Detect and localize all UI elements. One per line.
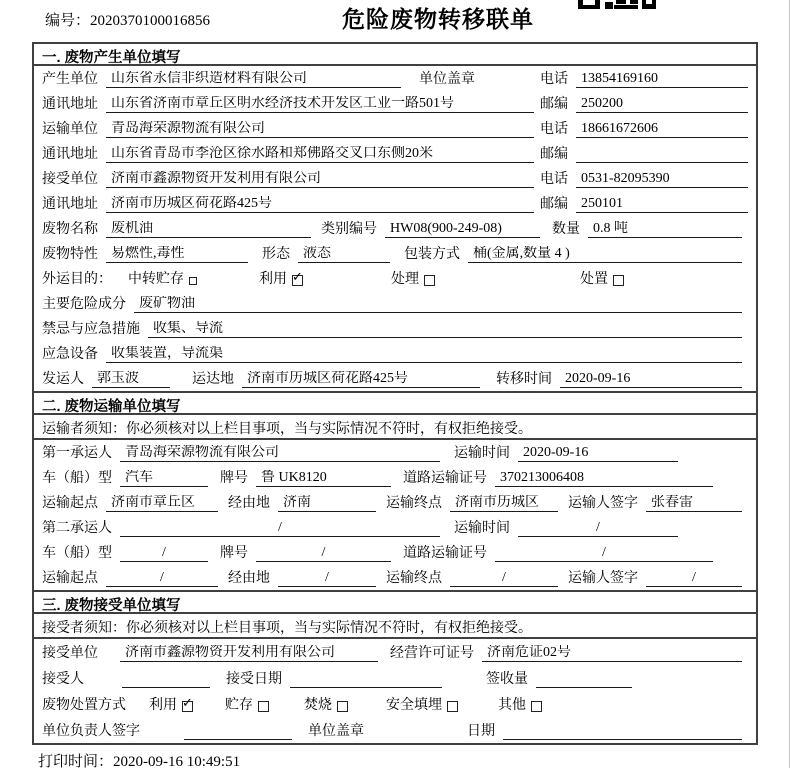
checkbox-icon [447, 701, 458, 712]
origin-label: 运输起点 [42, 495, 98, 511]
transfer-form-table [32, 42, 758, 745]
category-value: HW08(900-249-08) [385, 221, 540, 238]
address-label: 通讯地址 [42, 96, 98, 112]
phone-label: 电话 [540, 121, 568, 137]
waste-name-label: 废物名称 [42, 221, 98, 237]
carrier2-value: / [120, 520, 440, 537]
page-edge-line [789, 0, 790, 768]
transporter-sign-label: 运输人签字 [568, 495, 638, 511]
acceptor-row [34, 665, 756, 691]
serial-label: 编号： [45, 13, 91, 29]
disposal-option-incinerate [304, 698, 348, 714]
transporter-address-row [34, 141, 756, 166]
carrier1-end-value: 济南市历城区 [450, 495, 558, 512]
receiver-address-row [34, 191, 756, 216]
producer-address-value: 山东省济南市章丘区明水经济技术开发区工业一路501号 [106, 96, 534, 113]
receiver-zip-value: 250101 [576, 196, 748, 213]
destination-label: 运达地 [192, 371, 234, 387]
road-license-label: 道路运输证号 [403, 545, 487, 561]
disposal-option-store [225, 698, 269, 714]
accept-date-value [290, 687, 442, 688]
quantity-value: 0.8 吨 [588, 221, 742, 238]
disposal-option-label: 利用 [149, 697, 177, 713]
purpose-option-label: 处理 [391, 271, 419, 287]
disposal-option-other [498, 698, 542, 714]
acceptor-value [122, 687, 210, 688]
packaging-label: 包装方式 [404, 246, 460, 262]
checkbox-icon [189, 277, 197, 285]
carrier2-via-value: / [278, 570, 376, 587]
emergency-measures-row [34, 316, 756, 341]
phone-label: 电话 [540, 71, 568, 87]
purpose-option-dispose [580, 272, 624, 288]
producer-zip-value: 250200 [576, 96, 748, 113]
checkbox-icon [531, 701, 542, 712]
waste-property-label: 废物特性 [42, 246, 98, 262]
carrier2-vehicle-row [34, 540, 756, 565]
origin-label: 运输起点 [42, 570, 98, 586]
phone-label: 电话 [540, 171, 568, 187]
carrier2-vehicle-value: / [120, 545, 208, 562]
section2-header: 二. 废物运输单位填写 [34, 391, 756, 415]
disposal-option-label: 安全填埋 [386, 697, 442, 713]
road-license-label: 道路运输证号 [403, 470, 487, 486]
unit-seal-label: 单位盖章 [419, 71, 475, 87]
carrier1-row [34, 440, 756, 465]
transporter-notice-row: 运输者须知：你必须核对以上栏目事项，当与实际情况不符时，有权拒绝接受。 [34, 415, 756, 440]
shipper-label: 发运人 [42, 371, 84, 387]
hazard-components-label: 主要危险成分 [42, 296, 126, 312]
carrier2-label: 第二承运人 [42, 520, 112, 536]
category-label: 类别编号 [321, 221, 377, 237]
carrier1-origin-value: 济南市章丘区 [106, 495, 218, 512]
permit-label: 经营许可证号 [390, 645, 474, 661]
transport-time-label: 运输时间 [454, 445, 510, 461]
waste-name-row [34, 216, 756, 241]
accept-date-label: 接受日期 [226, 671, 282, 687]
checkbox-checked-icon [292, 275, 303, 286]
accept-unit-row [34, 639, 756, 665]
responsible-sign-row [34, 717, 756, 743]
print-time-label: 打印时间： [38, 754, 114, 770]
shipper-row [34, 366, 756, 391]
checkbox-icon [258, 701, 269, 712]
receiver-notice-row: 接受者须知：你必须核对以上栏目事项，当与实际情况不符时，有权拒绝接受。 [34, 614, 756, 639]
receiver-unit-value: 济南市鑫源物资开发利用有限公司 [106, 171, 534, 188]
carrier2-sign-value: / [646, 570, 742, 587]
checkbox-checked-icon [182, 701, 193, 712]
carrier2-row [34, 515, 756, 540]
purpose-option-label: 利用 [259, 271, 287, 287]
zip-label: 邮编 [540, 146, 568, 162]
carrier1-vehicle-value: 汽车 [120, 470, 208, 487]
responsible-sign-value [184, 739, 292, 740]
transporter-zip-value [576, 162, 748, 163]
transporter-row [34, 116, 756, 141]
carrier2-end-value: / [450, 570, 558, 587]
transfer-time-value: 2020-09-16 [560, 371, 742, 388]
carrier2-origin-value: / [106, 570, 218, 587]
disposal-option-landfill [386, 698, 458, 714]
disposal-option-utilize [149, 698, 193, 714]
vehicle-type-label: 车（船）型 [42, 470, 112, 486]
page-title: 危险废物转移联单 [342, 6, 534, 32]
vehicle-type-label: 车（船）型 [42, 545, 112, 561]
section3-header: 三. 废物接受单位填写 [34, 590, 756, 614]
carrier1-label: 第一承运人 [42, 445, 112, 461]
shipper-value: 郭玉波 [92, 371, 170, 388]
packaging-value: 桶(金属,数量 4 ) [468, 246, 742, 263]
carrier2-time-value: / [518, 520, 678, 537]
form-label: 形态 [262, 246, 290, 262]
transporter-address-value: 山东省青岛市李沧区徐水路和郑佛路交叉口东侧20米 [106, 146, 534, 163]
carrier2-route-row [34, 565, 756, 590]
emergency-equipment-label: 应急设备 [42, 346, 98, 362]
carrier1-plate-value: 鲁 UK8120 [256, 470, 391, 487]
carrier1-license-value: 370213006408 [495, 470, 713, 487]
waste-property-value: 易燃性,毒性 [106, 246, 248, 263]
acceptor-label: 接受人 [42, 671, 84, 687]
address-label: 通讯地址 [42, 146, 98, 162]
carrier1-value: 青岛海荣源物流有限公司 [120, 445, 440, 462]
disposal-option-label: 焚烧 [304, 697, 332, 713]
checkbox-icon [424, 275, 435, 286]
received-qty-label: 签收量 [486, 671, 528, 687]
receiver-address-value: 济南市历城区荷花路425号 [106, 196, 534, 213]
transfer-purpose-row [34, 266, 756, 291]
receiver-unit-label: 接受单位 [42, 171, 98, 187]
receiver-phone-value: 0531-82095390 [576, 171, 748, 188]
received-qty-value [536, 687, 632, 688]
end-label: 运输终点 [386, 495, 442, 511]
destination-value: 济南市历城区荷花路425号 [242, 371, 480, 388]
hazard-components-row [34, 291, 756, 316]
end-label: 运输终点 [386, 570, 442, 586]
date-label: 日期 [467, 723, 495, 739]
carrier2-plate-value: / [256, 545, 391, 562]
transfer-time-label: 转移时间 [496, 371, 552, 387]
carrier1-sign-value: 张春雷 [646, 495, 742, 512]
emergency-equipment-value: 收集装置，导流渠 [106, 346, 742, 363]
emergency-measures-value: 收集、导流 [148, 321, 742, 338]
purpose-option-utilize [259, 272, 303, 288]
checkbox-icon [613, 275, 624, 286]
purpose-option-label: 中转贮存 [128, 271, 184, 287]
producer-unit-label: 产生单位 [42, 71, 98, 87]
carrier1-time-value: 2020-09-16 [518, 445, 678, 462]
producer-unit-value: 山东省永信非织造材料有限公司 [106, 71, 401, 88]
disposal-method-row [34, 691, 756, 717]
carrier1-via-value: 济南 [278, 495, 376, 512]
transporter-unit-label: 运输单位 [42, 121, 98, 137]
waste-name-value: 废机油 [106, 221, 311, 238]
carrier2-license-value: / [495, 545, 713, 562]
hazard-components-value: 废矿物油 [134, 296, 742, 313]
carrier1-route-row [34, 490, 756, 515]
producer-row [34, 66, 756, 91]
accept-unit-value: 济南市鑫源物资开发利用有限公司 [120, 645, 378, 662]
purpose-option-storage [128, 272, 197, 288]
carrier1-vehicle-row [34, 465, 756, 490]
producer-address-row [34, 91, 756, 116]
address-label: 通讯地址 [42, 196, 98, 212]
plate-label: 牌号 [220, 470, 248, 486]
zip-label: 邮编 [540, 96, 568, 112]
responsible-sign-label: 单位负责人签字 [42, 723, 140, 739]
transporter-unit-value: 青岛海荣源物流有限公司 [106, 121, 534, 138]
checkbox-icon [337, 701, 348, 712]
form-value: 液态 [298, 246, 390, 263]
permit-value: 济南危证02号 [482, 645, 742, 662]
serial-value: 2020370100016856 [90, 13, 211, 29]
purpose-label: 外运目的： [42, 271, 112, 287]
section1-header: 一. 废物产生单位填写 [34, 44, 756, 66]
disposal-option-label: 贮存 [225, 697, 253, 713]
via-label: 经由地 [228, 570, 270, 586]
transporter-sign-label: 运输人签字 [568, 570, 638, 586]
transport-time-label: 运输时间 [454, 520, 510, 536]
transporter-phone-value: 18661672606 [576, 121, 748, 138]
print-time-value: 2020-09-16 10:49:51 [113, 754, 241, 770]
quantity-label: 数量 [552, 221, 580, 237]
producer-phone-value: 13854169160 [576, 71, 748, 88]
purpose-option-label: 处置 [580, 271, 608, 287]
emergency-measures-label: 禁忌与应急措施 [42, 321, 140, 337]
disposal-option-label: 其他 [498, 697, 526, 713]
emergency-equipment-row [34, 341, 756, 366]
plate-label: 牌号 [220, 545, 248, 561]
via-label: 经由地 [228, 495, 270, 511]
unit-seal-label: 单位盖章 [308, 723, 364, 739]
purpose-option-treat [391, 272, 435, 288]
receiver-row [34, 166, 756, 191]
accept-unit-label: 接受单位 [42, 645, 98, 661]
disposal-method-label: 废物处置方式 [42, 697, 126, 713]
zip-label: 邮编 [540, 196, 568, 212]
waste-property-row [34, 241, 756, 266]
date-value [503, 739, 742, 740]
